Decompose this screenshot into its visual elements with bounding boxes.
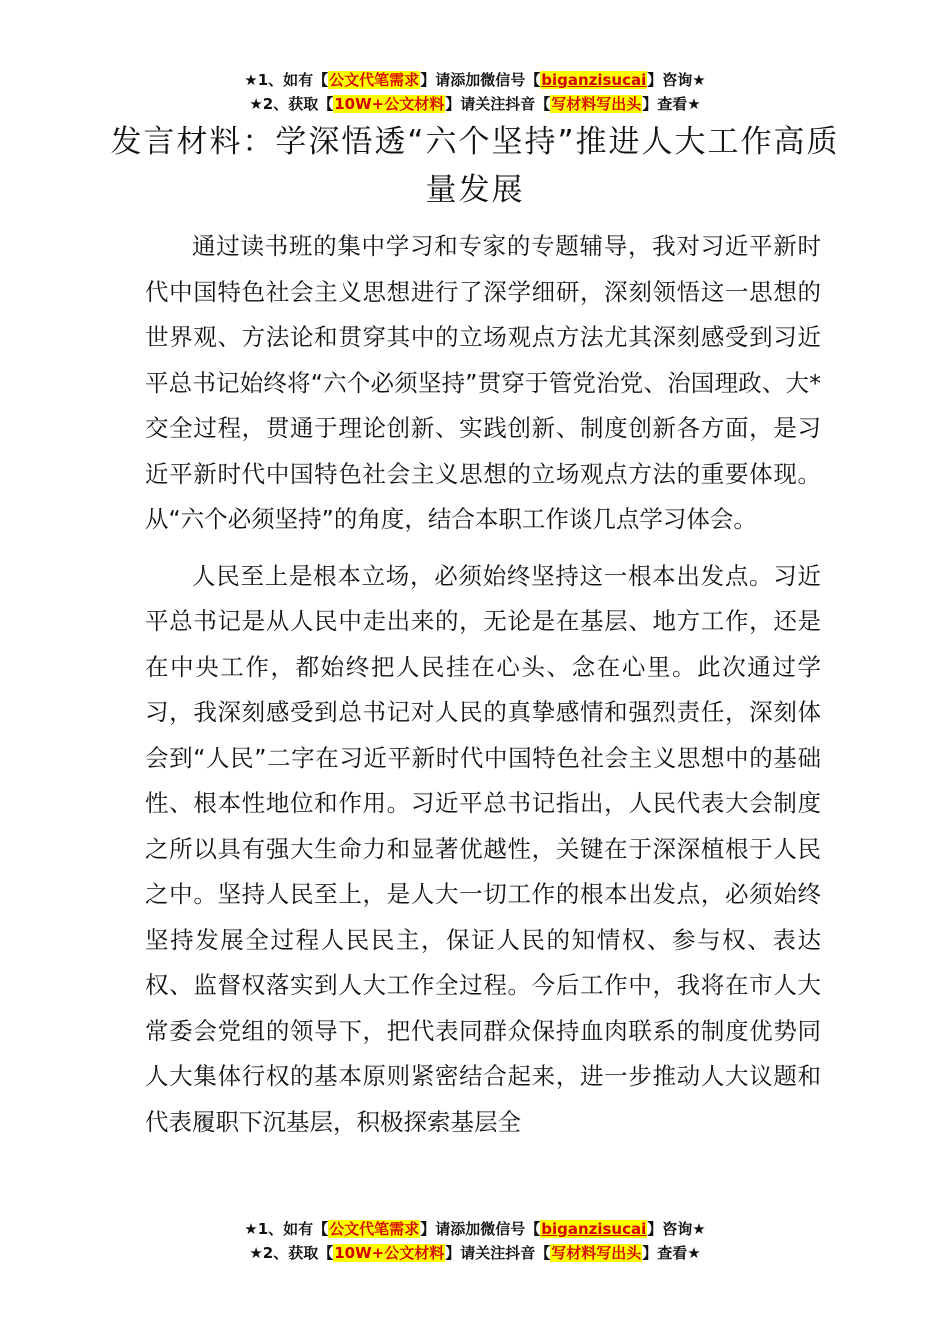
banner-text: ★1、如有【 — [244, 71, 329, 89]
header-banner-line-1 — [0, 68, 950, 92]
banner-text: 】请关注抖音【 — [445, 95, 551, 113]
document-body — [145, 224, 821, 1145]
highlight-materials: 10W+公文材料 — [334, 95, 445, 113]
douyin-account: 写材料写出头 — [551, 95, 642, 113]
wechat-id-link[interactable]: biganzisucai — [541, 71, 647, 89]
banner-text: 】查看★ — [642, 95, 701, 113]
footer-banner-line-1 — [0, 1217, 950, 1241]
highlight-service: 公文代笔需求 — [329, 1220, 420, 1238]
highlight-materials: 10W+公文材料 — [334, 1244, 445, 1262]
paragraph: 人民至上是根本立场，必须始终坚持这一根本出发点。习近平总书记是从人民中走出来的，无论是在基层、地方工作，还是在中央工作，都始终把人民挂在心头、念在心里。此次通过学习，我深刻感受到总书记对人民的真挚感情和强烈责任，深刻体会到“人民”二字在习近平新时代中国特色社会主义思想中的基础性、根本性地位和作用。习近平总书记指出，人民代表大会制度之所以具有强大生命力和显著优越性，关键在于深深植根于人民之中。坚持人民至上，是人大一切工作的根本出发点，必须始终坚持发展全过程人民民主，保证人民的知情权、参与权、表达权、监督权落实到人大工作全过程。今后工作中，我将在市人大常委会党组的领导下，把代表同群众保持血肉联系的制度优势同人大集体行权的基本原则紧密结合起来，进一步推动人大议题和代表履职下沉基层，积极探索基层全 — [145, 561, 821, 1136]
wechat-id-link[interactable]: biganzisucai — [541, 1220, 647, 1238]
banner-text: 】查看★ — [642, 1244, 701, 1262]
banner-text: ★2、获取【 — [249, 95, 334, 113]
banner-text: 】咨询★ — [647, 1220, 706, 1238]
banner-text: ★2、获取【 — [249, 1244, 334, 1262]
banner-text: 】请添加微信号【 — [420, 1220, 541, 1238]
banner-text: 】请关注抖音【 — [445, 1244, 551, 1262]
banner-text: 】请添加微信号【 — [420, 71, 541, 89]
header-banner — [0, 68, 950, 116]
douyin-account: 写材料写出头 — [551, 1244, 642, 1262]
banner-text: ★1、如有【 — [244, 1220, 329, 1238]
paragraph: 通过读书班的集中学习和专家的专题辅导，我对习近平新时代中国特色社会主义思想进行了深学细研，深刻领悟这一思想的世界观、方法论和贯穿其中的立场观点方法尤其深刻感受到习近平总书记始终将“六个必须坚持”贯穿于管党治党、治国理政、大*交全过程，贯通于理论创新、实践创新、制度创新各方面，是习近平新时代中国特色社会主义思想的立场观点方法的重要体现。从“六个必须坚持”的角度，结合本职工作谈几点学习体会。 — [145, 232, 821, 533]
document-title: 发言材料：学深悟透“六个坚持”推进人大工作高质量发展 — [110, 124, 840, 208]
highlight-service: 公文代笔需求 — [329, 71, 420, 89]
footer-banner-line-2 — [0, 1241, 950, 1265]
footer-banner — [0, 1217, 950, 1265]
header-banner-line-2 — [0, 92, 950, 116]
banner-text: 】咨询★ — [647, 71, 706, 89]
